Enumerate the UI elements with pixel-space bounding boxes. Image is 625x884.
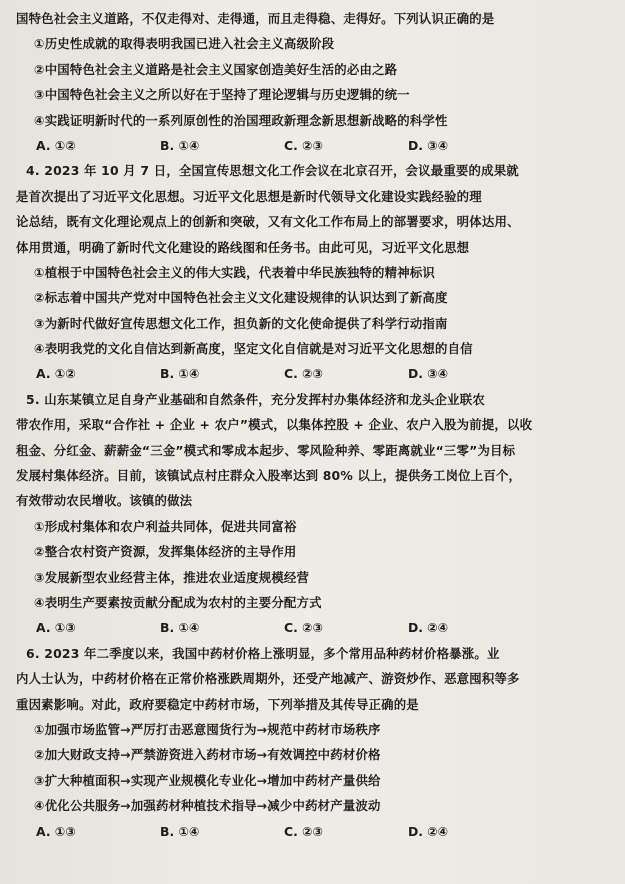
question-6 xyxy=(16,641,603,844)
q4-option-4: ④表明我党的文化自信达到新高度，坚定文化自信就是对习近平文化思想的自信 xyxy=(34,341,473,357)
q5-option-4: ④表明生产要素按贡献分配成为农村的主要分配方式 xyxy=(34,594,322,610)
q4-stem-line: 4. 2023 年 10 月 7 日，全国宣传思想文化工作会议在北京召开，会议最重要的成果就 xyxy=(26,163,519,179)
q3-choice-a: A. ①② xyxy=(36,137,76,153)
q6-option-4: ④优化公共服务→加强药材种植技术指导→减少中药材产量波动 xyxy=(34,798,381,814)
q6-choice-d: D. ②④ xyxy=(408,823,449,839)
q6-option-2: ②加大财政支持→严禁游资进入药材市场→有效调控中药材价格 xyxy=(34,747,381,763)
q3-choices xyxy=(16,133,603,158)
q4-option-3: ③为新时代做好宣传思想文化工作，担负新的文化使命提供了科学行动指南 xyxy=(34,315,448,331)
q5-option-2: ②整合农村资产资源，发挥集体经济的主导作用 xyxy=(34,544,297,560)
q5-option-1: ①形成村集体和农户利益共同体，促进共同富裕 xyxy=(34,518,297,534)
q3-choice-b: B. ①④ xyxy=(160,137,200,153)
q3-option-2: ②中国特色社会主义道路是社会主义国家创造美好生活的必由之路 xyxy=(34,61,398,77)
q3-option-4: ④实践证明新时代的一系列原创性的治国理政新理念新思想新战略的科学性 xyxy=(34,112,448,128)
q5-choice-a: A. ①③ xyxy=(36,620,76,636)
q5-stem-line: 有效带动农民增收。该镇的做法 xyxy=(16,493,193,509)
q4-choices xyxy=(16,361,603,386)
q6-choice-c: C. ②③ xyxy=(284,823,324,839)
q4-choice-b: B. ①④ xyxy=(160,366,200,382)
q5-choice-d: D. ②④ xyxy=(408,620,449,636)
question-5 xyxy=(16,387,603,641)
q6-stem-line: 6. 2023 年二季度以来，我国中药材价格上涨明显，多个常用品种药材价格暴涨。业 xyxy=(26,645,500,661)
q4-option-2: ②标志着中国共产党对中国特色社会主义文化建设规律的认识达到了新高度 xyxy=(34,290,448,306)
q5-option-3: ③发展新型农业经营主体，推进农业适度规模经营 xyxy=(34,569,310,585)
q6-choice-a: A. ①③ xyxy=(36,823,76,839)
q4-choice-a: A. ①② xyxy=(36,366,76,382)
question-3 xyxy=(16,6,603,158)
q6-option-3: ③扩大种植面积→实现产业规模化专业化→增加中药材产量供给 xyxy=(34,772,381,788)
q3-choice-c: C. ②③ xyxy=(284,137,324,153)
q3-option-3: ③中国特色社会主义之所以好在于坚持了理论逻辑与历史逻辑的统一 xyxy=(34,87,410,103)
q5-stem-line: 租金、分红金、薪薪金“三金”模式和零成本起步、零风险种养、零距离就业“三零”为目标 xyxy=(16,442,516,458)
q6-stem-line: 重因素影响。对此，政府要稳定中药材市场，下列举措及其传导正确的是 xyxy=(16,696,419,712)
q5-stem-line: 5. 山东某镇立足自身产业基础和自然条件，充分发挥村办集体经济和龙头企业联农 xyxy=(26,391,485,407)
q4-choice-d: D. ③④ xyxy=(408,366,449,382)
q3-choice-d: D. ③④ xyxy=(408,137,449,153)
q6-stem-line: 内人士认为，中药材价格在正常价格涨跌周期外，还受产地减产、游资炒作、恶意囤积等多 xyxy=(16,671,520,687)
q4-stem-line: 体用贯通，明确了新时代文化建设的路线图和任务书。由此可见，习近平文化思想 xyxy=(16,239,470,255)
q4-stem-line: 是首次提出了习近平文化思想。习近平文化思想是新时代领导文化建设实践经验的理 xyxy=(16,188,482,204)
q3-stem-tail: 国特色社会主义道路，不仅走得对、走得通，而且走得稳、走得好。下列认识正确的是 xyxy=(16,11,495,26)
q5-stem-line: 带农作用，采取“合作社 + 企业 + 农户”模式，以集体控股 + 企业、农户入股为前提，以收 xyxy=(16,417,533,433)
q4-stem-line: 论总结，既有文化理论观点上的创新和突破，又有文化工作布局上的部署要求，明体达用、 xyxy=(16,214,520,230)
q6-choice-b: B. ①④ xyxy=(160,823,200,839)
q4-choice-c: C. ②③ xyxy=(284,366,324,382)
q4-option-1: ①植根于中国特色社会主义的伟大实践，代表着中华民族独特的精神标识 xyxy=(34,264,435,280)
q3-option-1: ①历史性成就的取得表明我国已进入社会主义高级阶段 xyxy=(34,36,335,52)
q5-stem-line: 发展村集体经济。目前，该镇试点村庄群众入股率达到 80% 以上，提供务工岗位上百个， xyxy=(16,468,522,484)
question-4 xyxy=(16,158,603,387)
q6-choices xyxy=(16,819,603,844)
q5-choices xyxy=(16,615,603,640)
q6-option-1: ①加强市场监管→严厉打击恶意囤货行为→规范中药材市场秩序 xyxy=(34,721,381,737)
q5-choice-b: B. ①④ xyxy=(160,620,200,636)
q5-choice-c: C. ②③ xyxy=(284,620,324,636)
